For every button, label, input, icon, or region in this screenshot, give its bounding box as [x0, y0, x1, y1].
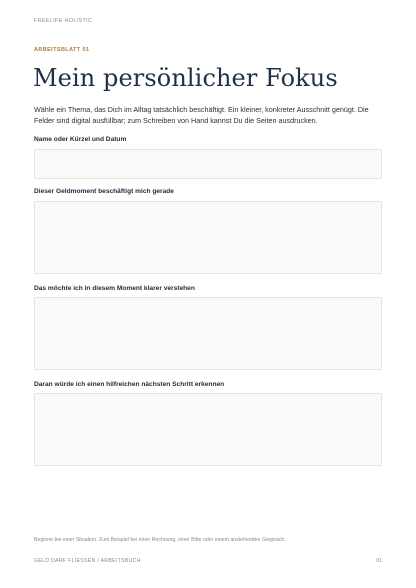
- field-label-name-date: Name oder Kürzel und Datum: [34, 136, 127, 143]
- page-title: Mein persönlicher Fokus: [33, 64, 338, 92]
- hint-text: Beginne bei einer Situation. Zum Beispiel bei einer Rechnung, einer Bitte oder einem anstehenden Gespräch.: [34, 537, 286, 543]
- field-label-next-step: Daran würde ich einen hilfreichen nächsten Schritt erkennen: [34, 381, 225, 388]
- footer-page-number: 01: [376, 558, 382, 564]
- money-moment-textarea[interactable]: [34, 201, 382, 274]
- field-label-understand: Das möchte ich in diesem Moment klarer verstehen: [34, 285, 195, 292]
- understand-textarea[interactable]: [34, 297, 382, 370]
- name-date-input[interactable]: [34, 149, 382, 179]
- brand-name: FREELIFE HOLISTIC: [34, 18, 93, 24]
- field-label-money-moment: Dieser Geldmoment beschäftigt mich gerade: [34, 188, 174, 195]
- worksheet-label: ARBEITSBLATT 01: [34, 47, 90, 53]
- next-step-textarea[interactable]: [34, 393, 382, 466]
- intro-text: Wähle ein Thema, das Dich im Alltag tatsächlich beschäftigt. Ein kleiner, konkreter Ausschnitt genügt. Die Felder sind digital ausfüllbar; zum Schreiben von Hand kannst Du die Seiten ausdrucken.: [34, 105, 369, 125]
- footer-book-title: GELD DARF FLIESSEN / ARBEITSBUCH: [34, 558, 141, 564]
